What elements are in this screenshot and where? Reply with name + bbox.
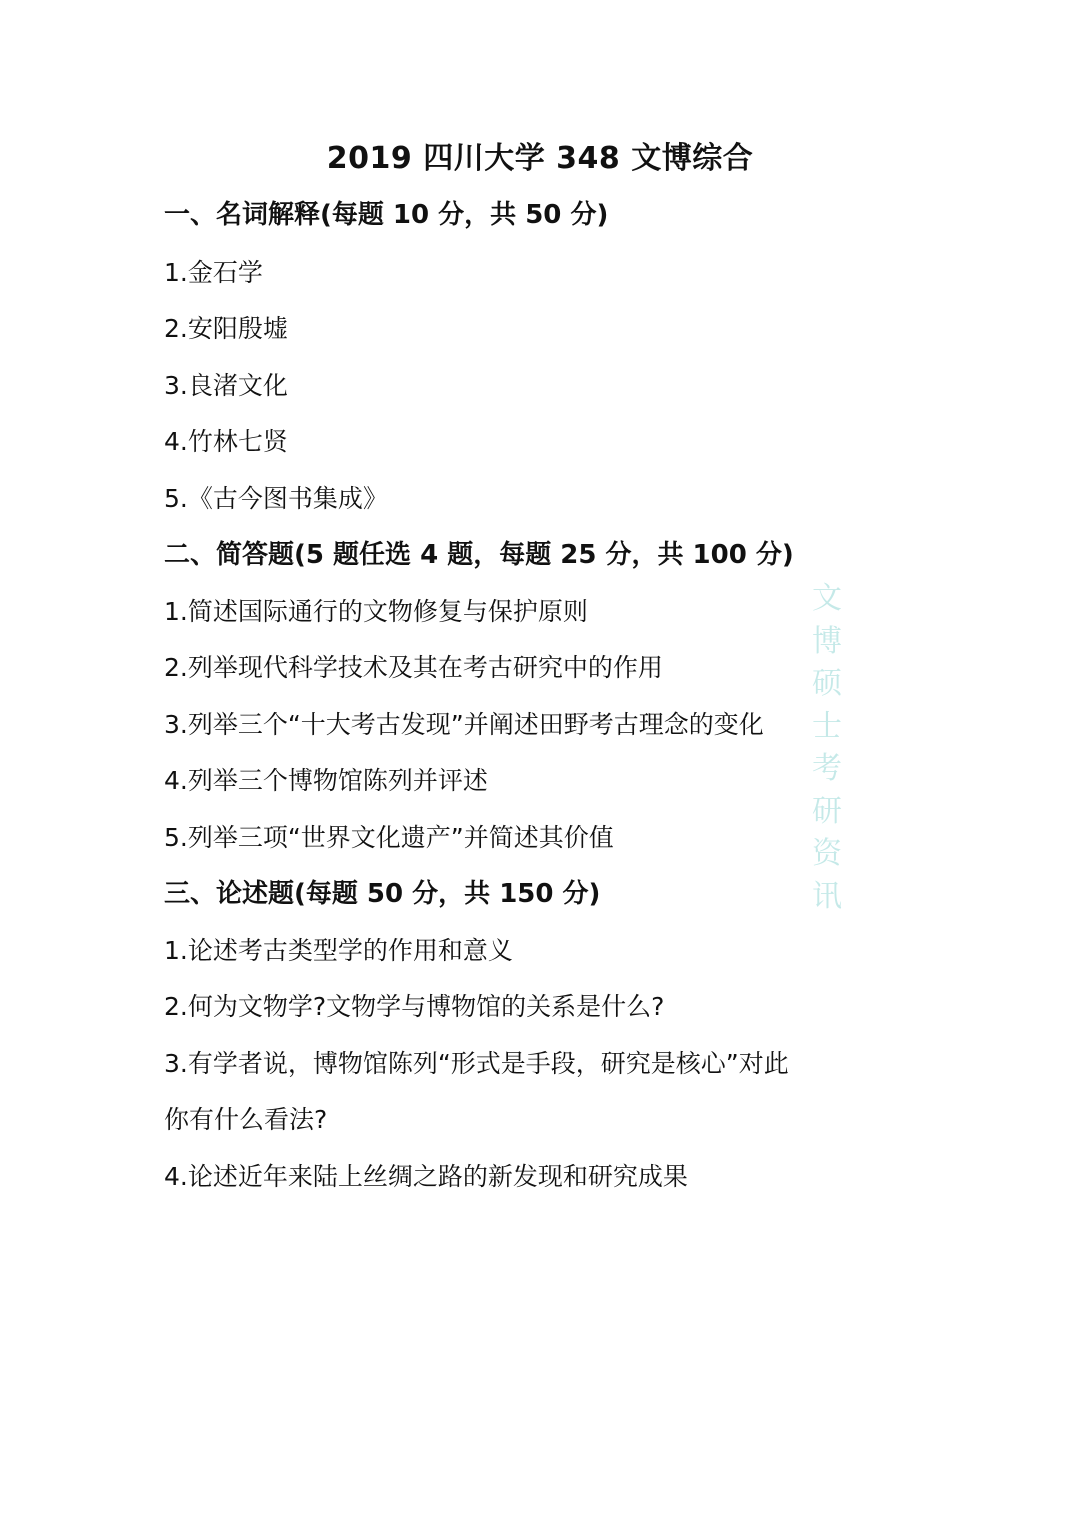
watermark-char: 讯: [812, 878, 842, 914]
section-heading-terms: 一、名词解释(每题 10 分，共 50 分): [164, 200, 609, 230]
vertical-watermark: [808, 578, 846, 918]
watermark-char: 资: [812, 836, 842, 871]
question-item: 4.列举三个博物馆陈列并评述: [164, 766, 488, 795]
watermark-char: 考: [812, 751, 842, 786]
watermark-char: 博: [812, 623, 842, 659]
question-item: 1.论述考古类型学的作用和意义: [164, 936, 513, 965]
question-item: 1.简述国际通行的文物修复与保护原则: [164, 597, 588, 626]
section-heading-short-answer: 二、简答题(5 题任选 4 题，每题 25 分，共 100 分): [164, 540, 794, 570]
question-item: 4.竹林七贤: [164, 427, 288, 456]
watermark-char: 硕: [812, 666, 842, 701]
section-heading-essay: 三、论述题(每题 50 分，共 150 分): [164, 879, 601, 909]
question-item: 3.良渚文化: [164, 371, 288, 400]
question-item-continuation: 你有什么看法?: [164, 1105, 328, 1134]
question-item: 3.列举三个“十大考古发现”并阐述田野考古理念的变化: [164, 710, 764, 739]
question-item: 1.金石学: [164, 258, 263, 287]
question-item: 2.列举现代科学技术及其在考古研究中的作用: [164, 653, 663, 682]
document-title: 2019 四川大学 348 文博综合: [326, 141, 754, 176]
watermark-char: 文: [812, 581, 842, 616]
question-item: 3.有学者说，博物馆陈列“形式是手段，研究是核心”对此: [164, 1049, 789, 1078]
question-item: 5.《古今图书集成》: [164, 484, 388, 513]
question-item: 4.论述近年来陆上丝绸之路的新发现和研究成果: [164, 1162, 688, 1191]
watermark-char: 士: [812, 708, 842, 744]
watermark-char: 研: [812, 793, 842, 829]
question-item: 5.列举三项“世界文化遗产”并简述其价值: [164, 823, 614, 852]
question-item: 2.安阳殷墟: [164, 314, 288, 343]
question-item: 2.何为文物学?文物学与博物馆的关系是什么?: [164, 992, 665, 1021]
